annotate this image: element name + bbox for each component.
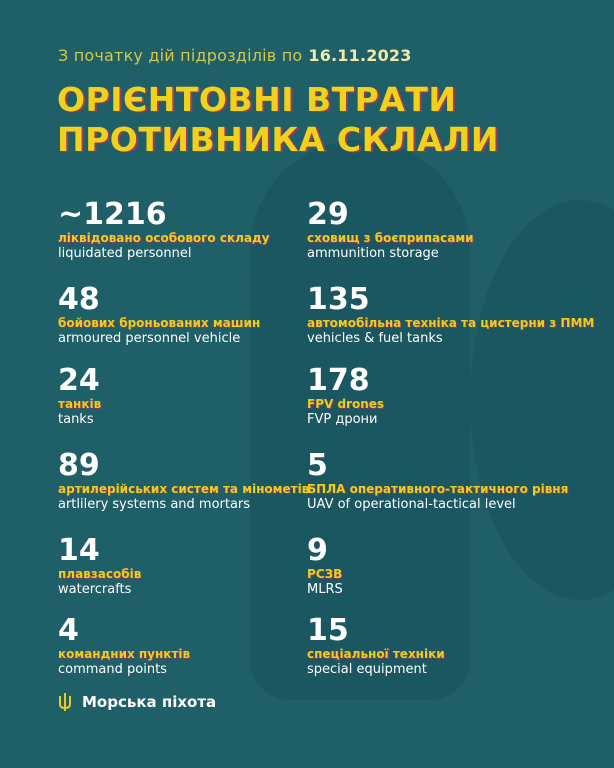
stat-value: 14 bbox=[58, 533, 100, 568]
stat-value: 29 bbox=[307, 197, 349, 232]
stat-label-ua: сховищ з боєприпасами bbox=[307, 231, 474, 245]
stat-label-ua: FPV drones bbox=[307, 397, 385, 411]
stat-label-ua: плавзасобів bbox=[58, 567, 142, 581]
stat-label-ua: бойових броньованих машин bbox=[58, 316, 261, 330]
stat-label-ua: автомобільна техніка та цистерни з ПММ bbox=[307, 316, 595, 330]
background-shape bbox=[470, 200, 614, 600]
stat-value: 4 bbox=[58, 613, 79, 648]
stat-label-en: vehicles & fuel tanks bbox=[307, 331, 443, 346]
stat-vehicles-fuel-tanks bbox=[307, 284, 594, 347]
title-line-1: ОРІЄНТОВНІ ВТРАТИ bbox=[57, 80, 457, 119]
stat-value: 135 bbox=[307, 282, 370, 317]
stat-value: ~1216 bbox=[58, 197, 167, 232]
stat-tanks bbox=[58, 365, 101, 428]
stat-label-ua: артилерійських систем та мінометів bbox=[58, 482, 310, 496]
stat-uav bbox=[307, 450, 568, 513]
page-title bbox=[57, 80, 499, 160]
stat-command-points bbox=[58, 615, 190, 678]
stat-value: 89 bbox=[58, 448, 100, 483]
stat-label-en: artlilery systems and mortars bbox=[58, 497, 251, 512]
stat-label-en: armoured personnel vehicle bbox=[58, 331, 241, 346]
stat-label-en: watercrafts bbox=[58, 582, 132, 597]
stat-label-en: MLRS bbox=[307, 582, 343, 597]
trident-icon bbox=[58, 692, 72, 712]
stat-value: 178 bbox=[307, 363, 370, 398]
stat-value: 48 bbox=[58, 282, 100, 317]
stat-label-ua: танків bbox=[58, 397, 102, 411]
stat-label-ua: ліквідовано особового складу bbox=[58, 231, 270, 245]
intro-line bbox=[58, 46, 412, 65]
stat-label-ua: БПЛА оперативного-тактичного рівня bbox=[307, 482, 569, 496]
stat-fpv-drones bbox=[307, 365, 384, 428]
stat-armoured-vehicles bbox=[58, 284, 260, 347]
stat-watercrafts bbox=[58, 535, 141, 598]
stat-label-ua: РСЗВ bbox=[307, 567, 343, 581]
stat-label-en: liquidated personnel bbox=[58, 246, 192, 261]
report-date: 16.11.2023 bbox=[308, 46, 412, 65]
footer bbox=[58, 692, 216, 712]
stat-value: 24 bbox=[58, 363, 100, 398]
stat-label-ua: спеціальної техніки bbox=[307, 647, 445, 661]
stat-value: 9 bbox=[307, 533, 328, 568]
stat-label-en: special equipment bbox=[307, 662, 427, 677]
stat-label-ua: командних пунктів bbox=[58, 647, 191, 661]
stat-label-en: command points bbox=[58, 662, 167, 677]
stat-value: 5 bbox=[307, 448, 328, 483]
stat-mlrs bbox=[307, 535, 343, 598]
intro-text: З початку дій підрозділів по bbox=[58, 46, 303, 65]
stat-special-equipment bbox=[307, 615, 445, 678]
stat-label-en: UAV of operational-tactical level bbox=[307, 497, 516, 512]
stat-label-en: tanks bbox=[58, 412, 94, 427]
stat-value: 15 bbox=[307, 613, 349, 648]
stat-ammunition-storage bbox=[307, 199, 474, 262]
stat-artillery bbox=[58, 450, 309, 513]
title-line-2: ПРОТИВНИКА СКЛАЛИ bbox=[57, 120, 500, 159]
stat-label-en: ammunition storage bbox=[307, 246, 439, 261]
stat-personnel bbox=[58, 199, 270, 262]
footer-label: Морська піхота bbox=[82, 693, 217, 711]
stat-label-en: FVP дрони bbox=[307, 412, 378, 427]
